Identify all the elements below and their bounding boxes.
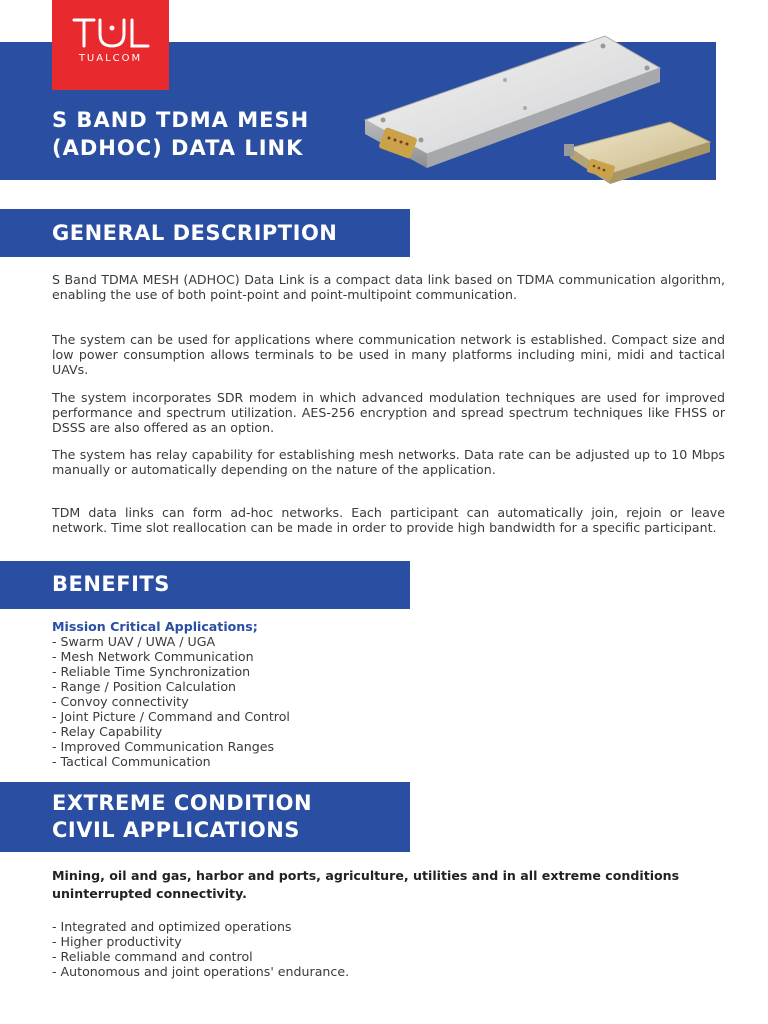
page-title-line-2: (ADHOC) DATA LINK (52, 136, 304, 160)
list-item: - Convoy connectivity (52, 694, 189, 709)
list-item: - Reliable command and control (52, 949, 253, 964)
extreme-heading-line-1: EXTREME CONDITION (52, 791, 313, 815)
benefits-subheading: Mission Critical Applications; (52, 619, 258, 634)
description-paragraph-5: TDM data links can form ad-hoc networks. Each participant can automatically join, rejoin or leave network. Time slot reallocation can be made in order to provide high bandwidth for a specific participant. (52, 505, 725, 535)
extreme-heading-line-2: CIVIL APPLICATIONS (52, 818, 300, 842)
list-item: - Range / Position Calculation (52, 679, 237, 694)
product-image-small (560, 118, 720, 198)
brand-name: TUALCOM (78, 53, 143, 64)
list-item: - Higher productivity (52, 934, 182, 949)
list-item: - Integrated and optimized operations (52, 919, 292, 934)
benefits-heading (0, 561, 410, 609)
page-title-line-1: S BAND TDMA MESH (52, 108, 310, 132)
description-paragraph-1: S Band TDMA MESH (ADHOC) Data Link is a compact data link based on TDMA communication algorithm, enabling the use of both point-point and point-multipoint communication. (52, 272, 725, 302)
list-item: - Relay Capability (52, 724, 163, 739)
list-item: - Autonomous and joint operations' endurance. (52, 964, 350, 979)
list-item: - Swarm UAV / UWA / UGA (52, 634, 216, 649)
benefits-list (52, 619, 290, 769)
benefits-heading-text: BENEFITS (52, 572, 170, 596)
description-paragraph-4: The system has relay capability for establishing mesh networks. Data rate can be adjusted up to 10 Mbps manually or automatically depending on the nature of the application. (52, 447, 725, 477)
extreme-list (52, 919, 349, 979)
description-paragraph-3: The system incorporates SDR modem in which advanced modulation techniques are used for improved performance and spectrum utilization. AES-256 encryption and spread spectrum techniques like FHSS or DSSS are also offered as an option. (52, 390, 725, 435)
list-item: - Mesh Network Communication (52, 649, 254, 664)
list-item: - Tactical Communication (52, 754, 211, 769)
tualcom-logo-mark (72, 16, 150, 50)
page-title (52, 106, 309, 162)
extreme-intro: Mining, oil and gas, harbor and ports, agriculture, utilities and in all extreme conditions uninterrupted connectivity. (52, 868, 680, 901)
general-description-heading-text: GENERAL DESCRIPTION (52, 221, 338, 245)
extreme-conditions-heading (0, 782, 410, 852)
description-paragraph-2: The system can be used for applications where communication network is established. Compact size and low power consumption allows terminals to be used in many platforms including mini, midi and tactical UAVs. (52, 332, 725, 377)
general-description-heading (0, 209, 410, 257)
list-item: - Improved Communication Ranges (52, 739, 275, 754)
list-item: - Reliable Time Synchronization (52, 664, 251, 679)
list-item: - Joint Picture / Command and Control (52, 709, 290, 724)
tualcom-logo (52, 0, 169, 90)
